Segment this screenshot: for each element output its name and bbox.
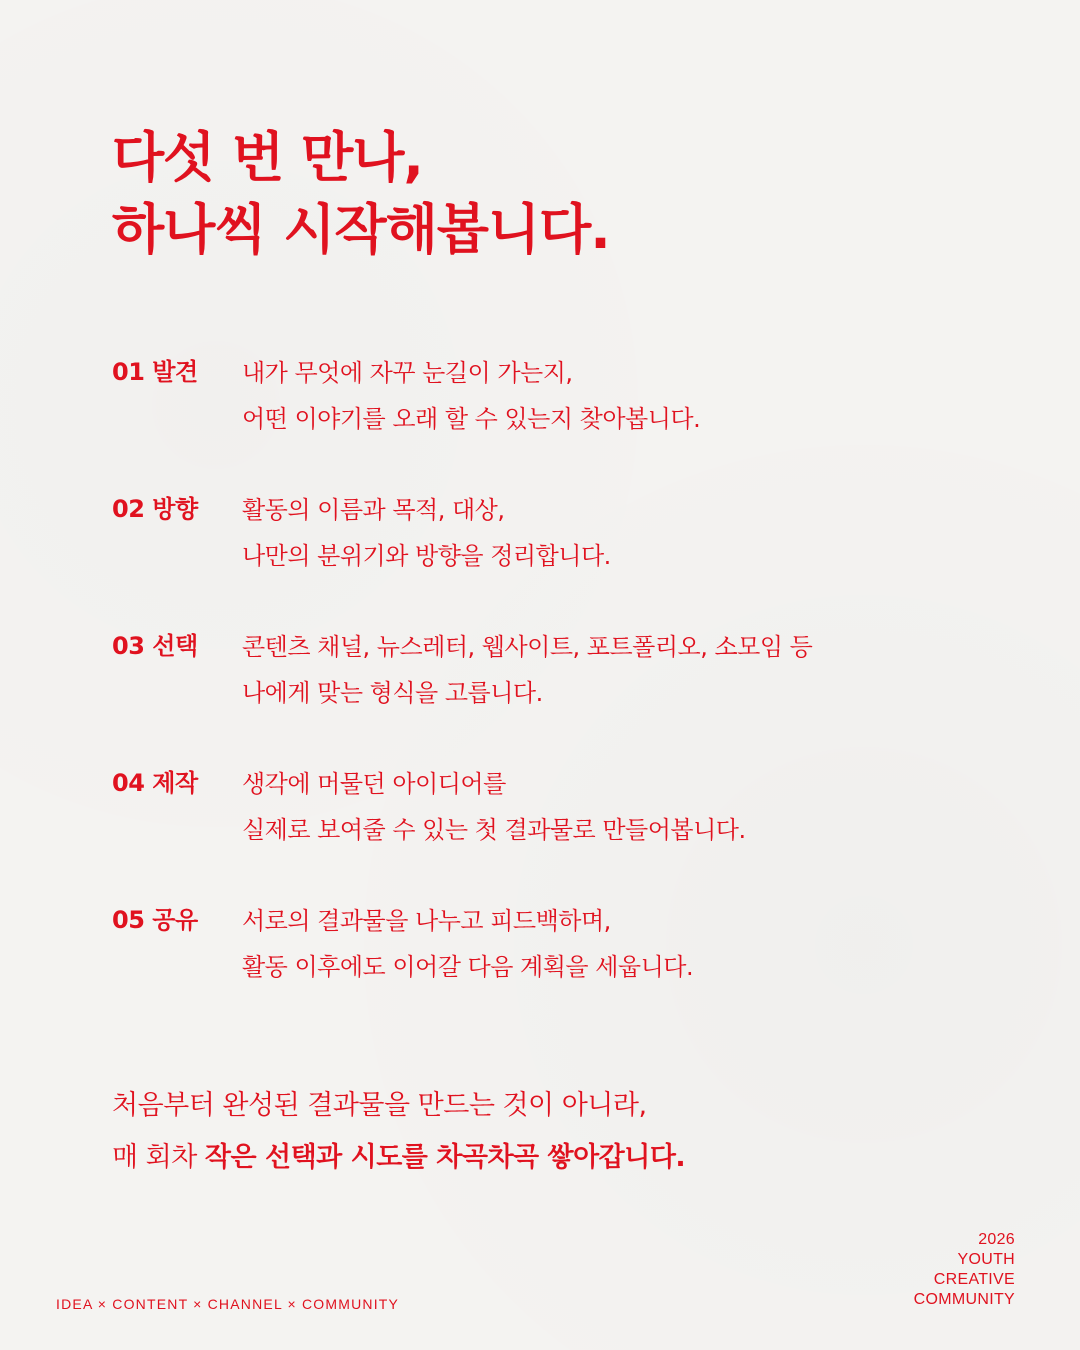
footer-tagline: IDEA × CONTENT × CHANNEL × COMMUNITY: [56, 1296, 400, 1312]
step-item-direction: [112, 487, 972, 624]
step-description: [242, 761, 746, 853]
step-label: 03 선택: [112, 632, 198, 660]
title-line-2: 하나씩 시작해봅니다.: [112, 198, 610, 261]
step-description: [242, 487, 611, 579]
step-item-choice: [112, 624, 972, 761]
step-list: [112, 350, 972, 1035]
closing-line-1: 처음부터 완성된 결과물을 만드는 것이 아니라,: [112, 1090, 647, 1121]
footer-year: 2026: [978, 1231, 1015, 1248]
closing-line-2-emphasis: 작은 선택과 시도를 차곡차곡 쌓아갑니다.: [204, 1142, 686, 1173]
footer-brand-line: COMMUNITY: [913, 1291, 1015, 1308]
title-line-1: 다섯 번 만나,: [112, 126, 423, 189]
step-label: 02 방향: [112, 495, 198, 523]
step-description-line: 내가 무엇에 자꾸 눈길이 가는지,: [242, 359, 573, 387]
step-description-line: 실제로 보여줄 수 있는 첫 결과물로 만들어봅니다.: [242, 816, 746, 844]
step-description-line: 어떤 이야기를 오래 할 수 있는지 찾아봅니다.: [242, 405, 701, 433]
step-label: 04 제작: [112, 769, 198, 797]
closing-statement: [112, 1080, 685, 1184]
footer-brand: [914, 1230, 1015, 1310]
step-item-production: [112, 761, 972, 898]
footer-brand-line: YOUTH: [957, 1251, 1015, 1268]
page-title: [112, 122, 610, 266]
closing-line-2-prefix: 매 회차: [112, 1142, 205, 1173]
step-description-line: 활동의 이름과 목적, 대상,: [242, 496, 505, 524]
step-description: [242, 898, 693, 990]
step-description-line: 나에게 맞는 형식을 고릅니다.: [242, 679, 543, 707]
step-label: 05 공유: [112, 906, 198, 934]
step-description: [242, 624, 812, 716]
step-description-line: 서로의 결과물을 나누고 피드백하며,: [242, 907, 611, 935]
step-description-line: 나만의 분위기와 방향을 정리합니다.: [242, 542, 611, 570]
step-description-line: 활동 이후에도 이어갈 다음 계획을 세웁니다.: [242, 953, 694, 981]
footer-brand-line: CREATIVE: [933, 1271, 1015, 1288]
step-label: 01 발견: [112, 358, 198, 386]
step-description-line: 콘텐츠 채널, 뉴스레터, 웹사이트, 포트폴리오, 소모임 등: [242, 633, 813, 661]
step-description-line: 생각에 머물던 아이디어를: [242, 770, 506, 798]
closing-line-2: [112, 1132, 685, 1184]
step-item-share: [112, 898, 972, 1035]
step-description: [242, 350, 700, 442]
step-item-discover: [112, 350, 972, 487]
